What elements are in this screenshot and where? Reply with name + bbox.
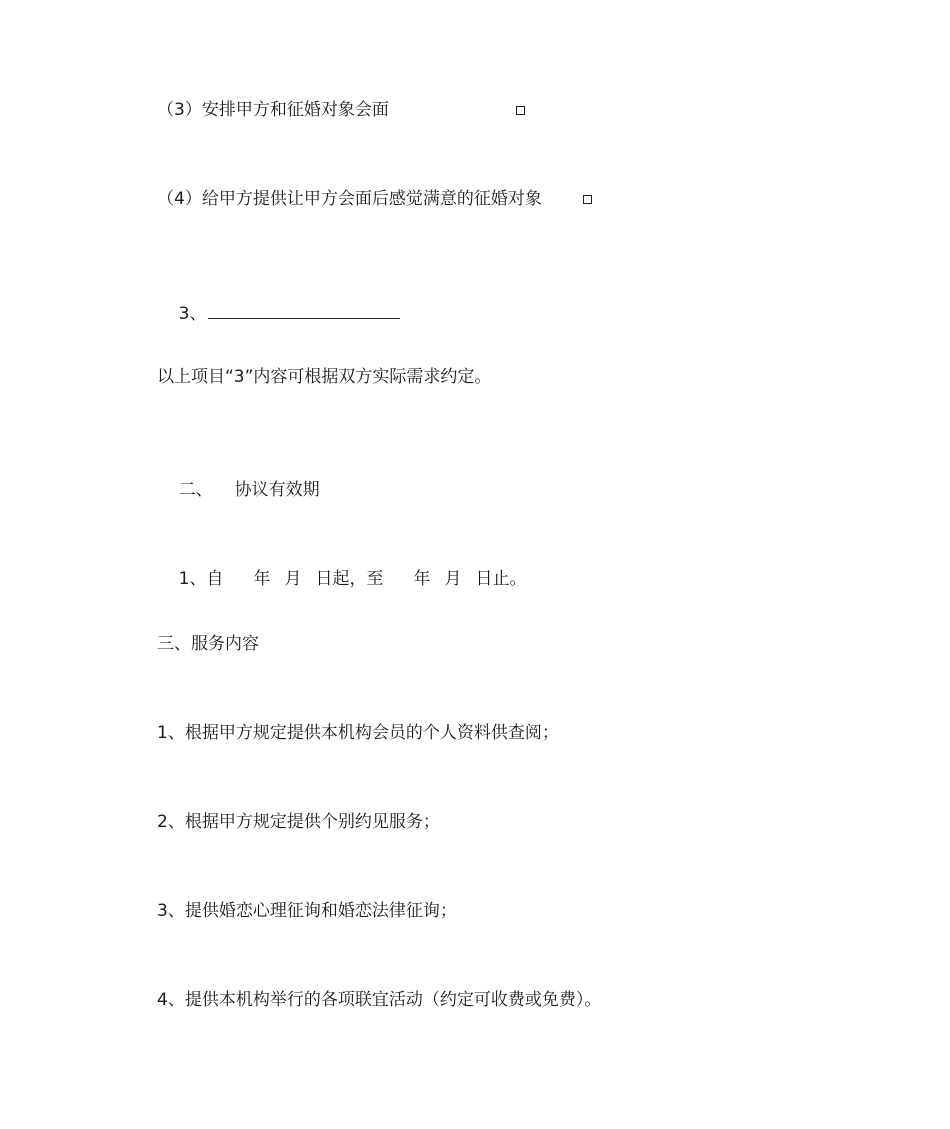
note-text: 以上项目“3”内容可根据双方实际需求约定。: [157, 367, 492, 387]
validity-period-line: [157, 543, 526, 615]
section-3-heading: 三、服务内容: [157, 634, 259, 654]
blank-fill-line[interactable]: [208, 300, 400, 319]
service-item-4: 4、提供本机构举行的各项联宜活动（约定可收费或免费）。: [157, 990, 602, 1010]
validity-from-label: 1、自: [178, 569, 224, 589]
blank-item-3: [157, 276, 400, 350]
blank-item-3-prefix: 3、: [178, 304, 207, 324]
section-2-number: 二、: [178, 480, 213, 500]
section-2-title: 协议有效期: [234, 480, 320, 500]
service-item-3: 3、提供婚恋心理征询和婚恋法律征询；: [157, 901, 457, 921]
option-4-checkbox[interactable]: [583, 195, 592, 204]
validity-start-month-label: 月: [284, 569, 302, 589]
validity-start-day-label: 日起，至: [315, 569, 384, 589]
service-item-2: 2、根据甲方规定提供个别约见服务；: [157, 812, 440, 832]
section-2-heading: [157, 454, 320, 526]
validity-end-month-label: 月: [444, 569, 462, 589]
option-4-text: （4）给甲方提供让甲方会面后感觉满意的征婚对象: [157, 189, 542, 209]
option-3-checkbox[interactable]: [516, 106, 525, 115]
option-3-text: （3）安排甲方和征婚对象会面: [157, 100, 389, 120]
validity-end-day-label: 日止。: [475, 569, 527, 589]
validity-end-year-label: 年: [413, 569, 431, 589]
validity-start-year-label: 年: [253, 569, 271, 589]
service-item-1: 1、根据甲方规定提供本机构会员的个人资料供查阅；: [157, 723, 559, 743]
